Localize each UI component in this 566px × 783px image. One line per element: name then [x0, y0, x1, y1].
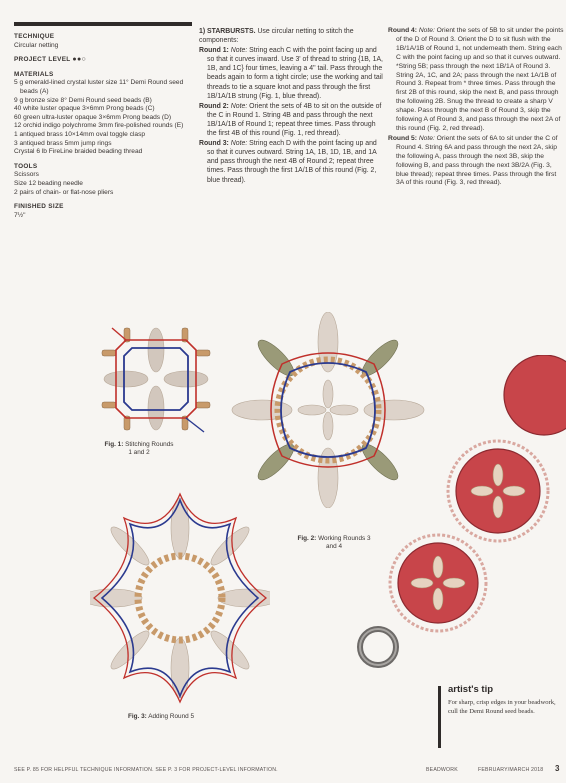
- tip-heading: artist's tip: [448, 684, 494, 695]
- figure-1-caption: [104, 441, 174, 457]
- note-label: Note:: [418, 134, 435, 142]
- tip-bar: [438, 686, 441, 748]
- figure-label: Fig. 2:: [297, 535, 317, 542]
- step-title: 1) STARBURSTS.: [199, 28, 256, 35]
- round-text: Orient the sets of 4B to sit on the outside of the C in Round 1. String 4B and pass through the next 1B/1A/1B of Round 1; repeat three times. Pass through the first 4B of this round (Fig. 1, red thread).: [207, 102, 382, 138]
- note-label: Note:: [418, 27, 435, 34]
- project-level: [14, 56, 194, 65]
- round-3: [199, 139, 383, 184]
- technique-heading: TECHNIQUE: [14, 33, 55, 40]
- footer-issue: FEBRUARY/MARCH 2018: [478, 767, 544, 773]
- round-label: Round 3:: [199, 140, 229, 148]
- figure-3-diagram: [90, 488, 270, 708]
- level-dots-icon: ●●○: [72, 56, 87, 64]
- page-number: 3: [555, 764, 560, 773]
- instructions-column-1: [199, 27, 383, 186]
- material-item: 9 g bronze size 8° Demi Round seed beads (B): [14, 96, 152, 104]
- footer-note: SEE P. 85 FOR HELPFUL TECHNIQUE INFORMATION. SEE P. 3 FOR PROJECT-LEVEL INFORMATION.: [14, 767, 278, 773]
- tool-item: Size 12 beading needle: [14, 179, 83, 187]
- step-intro: [199, 27, 383, 45]
- materials-list: [14, 79, 194, 156]
- step-intro-text: Use circular netting to stitch the components:: [199, 28, 354, 45]
- figure-3-caption: [106, 713, 216, 721]
- footer-magazine: BEADWORK: [426, 767, 458, 773]
- figure-label: Fig. 1:: [104, 441, 124, 448]
- project-level-label: PROJECT LEVEL: [14, 56, 71, 64]
- material-item: 60 green ultra-luster opaque 3×6mm Prong beads (D): [14, 113, 172, 121]
- materials-sidebar: [14, 33, 194, 220]
- note-label: Note:: [230, 102, 248, 110]
- sidebar-rule: [14, 22, 192, 26]
- caption-text: Stitching Rounds 1 and 2: [123, 441, 174, 456]
- size-heading: FINISHED SIZE: [14, 203, 64, 211]
- material-item: Crystal 6 lb FireLine braided beading thread: [14, 148, 143, 156]
- tool-item: Scissors: [14, 171, 39, 179]
- figure-label: Fig. 3:: [127, 713, 147, 720]
- material-item: 40 white luster opaque 3×6mm Prong beads (C): [14, 105, 155, 113]
- round-label: Round 1:: [199, 47, 229, 55]
- bracelet-photo: [330, 355, 566, 685]
- figure-1-diagram: [96, 320, 216, 438]
- materials-heading: MATERIALS: [14, 70, 54, 78]
- caption-text: Working Rounds 3 and 4: [316, 535, 371, 550]
- caption-text: Adding Round 5: [146, 713, 195, 720]
- note-label: Note:: [230, 140, 248, 148]
- instructions-column-2: [388, 27, 564, 189]
- material-item: 1 antiqued brass 10×14mm oval toggle clasp: [14, 130, 146, 138]
- material-item: 5 g emerald-lined crystal luster size 11° Demi Round seed beads (A): [14, 79, 184, 95]
- round-label: Round 4:: [388, 27, 417, 34]
- round-1: [199, 46, 383, 101]
- tools-heading: TOOLS: [14, 162, 38, 170]
- round-text: Orient the sets of 6A to sit under the C of Round 4. String 6A and pass through the next 2A, skip the following A, pass through the next 3B, skip the following B, and pass through the next 3B/2A (Fig. 3, blue thread); repeat three times. Pass through the first 3A of this round (Fig. 3, red thread).: [396, 134, 558, 187]
- tool-item: 2 pairs of chain- or flat-nose pliers: [14, 188, 114, 196]
- round-5: [388, 135, 564, 188]
- size-value: 7½": [14, 211, 26, 219]
- round-4: [388, 27, 564, 134]
- round-text: String each D with the point facing up and so that it curves outward. String 1A, 1B, 1D, 1B, and 1A and pass through the next 4B of Round 2; repeat three times. Pass through the first 1A/1B of this round (Fig. 2, blue thread).: [207, 140, 377, 184]
- round-2: [199, 102, 383, 138]
- round-label: Round 5:: [388, 134, 417, 142]
- technique-value: Circular netting: [14, 41, 59, 49]
- tip-text: For sharp, crisp edges in your beadwork, cull the Demi Round seed beads.: [448, 699, 556, 715]
- artist-tip: [448, 684, 566, 717]
- round-label: Round 2:: [199, 102, 229, 110]
- note-label: Note:: [230, 47, 248, 55]
- material-item: 3 antiqued brass 5mm jump rings: [14, 139, 112, 147]
- round-text: String each C with the point facing up and so that it curves inward. Use 3' of thread to string {1B, 1A, 1B, and 1C} four times, leaving a 4" tail. Pass through the beads again to form a tight circle; use the working and tail threads to tie a square knot and pass through the first 1B/1A/1B strung (Fig. 1, blue thread).: [207, 47, 383, 100]
- round-text: Orient the sets of 5B to sit under the points of the D of Round 3. Orient the D to sit flush with the 1B/1A/1B of Round 1, not underneath them. String each C with the point facing up and so that it curves outward. *String 5B; pass through the next 1B/1A of Round 3. String 2A, 1C, and 2A; pass through the next 1A/1B of Round 3. Repeat from * three times. Pass through the first 2B of this round, skip the next B, and pass through the following 2B. Snug the thread to create a sharp V shape. Pass through the next B of Round 3, skip the following A of Round 3, and pass through the next 2A of this round (Fig. 2, red thread).: [396, 27, 564, 132]
- material-item: 12 orchid indigo polychrome 3mm fire-polished rounds (E): [14, 122, 184, 130]
